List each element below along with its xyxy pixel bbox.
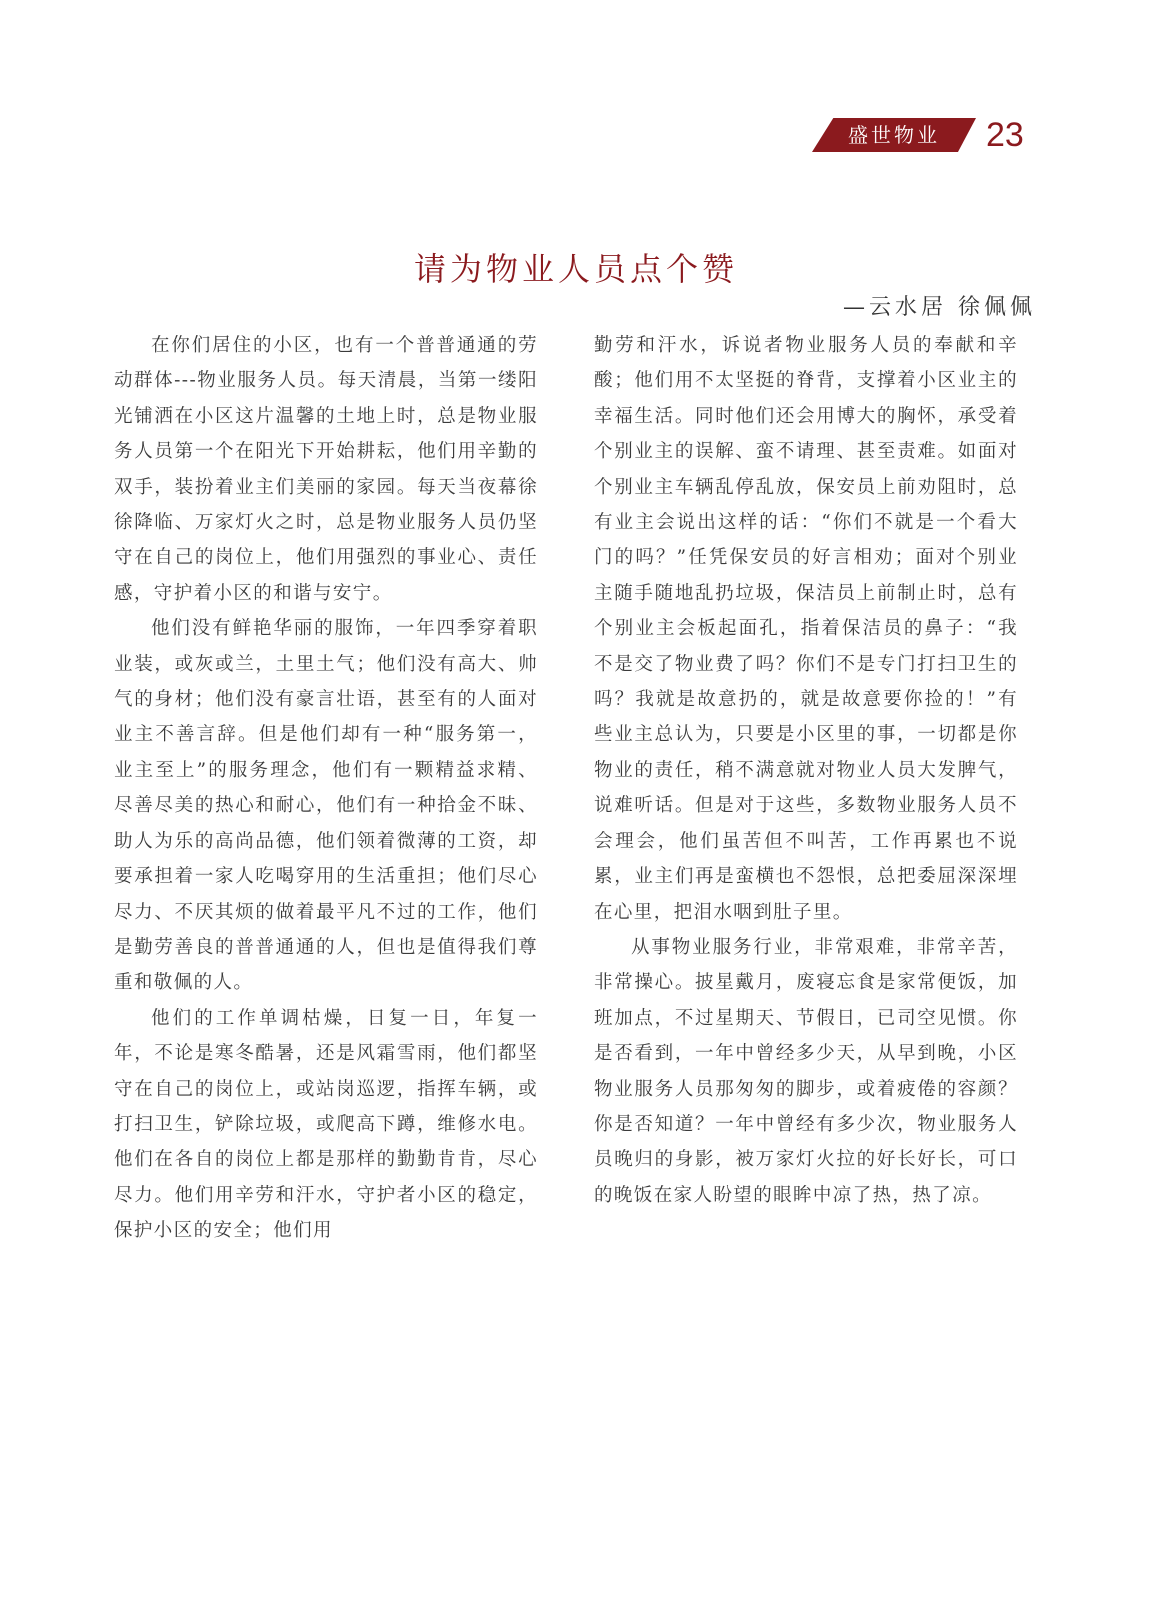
paragraph: 从事物业服务行业，非常艰难，非常辛苦，非常操心。披星戴月，废寝忘食是家常便饭，加班加点，不过星期天、节假日，已司空见惯。你是否看到，一年中曾经多少天，从早到晚，小区物业服务人员那匆匆的脚步，或着疲倦的容颜？你是否知道？一年中曾经有多少次，物业服务人员晚归的身影，被万家灯火拉的好长好长，可口的晚饭在家人盼望的眼眸中凉了热，热了凉。 [594, 936, 1018, 1206]
article-title: 请为物业人员点个赞 [413, 250, 738, 288]
page-header [812, 112, 1052, 158]
paragraph: 他们没有鲜艳华丽的服饰，一年四季穿着职业装，或灰或兰，土里土气；他们没有高大、帅气的身材；他们没有豪言壮语，甚至有的人面对业主不善言辞。但是他们却有一种“服务第一，业主至上”的服务理念，他们有一颗精益求精、尽善尽美的热心和耐心，他们有一种拾金不昧、助人为乐的高尚品德，他们领着微薄的工资，却要承担着一家人吃喝穿用的生活重担；他们尽心尽力、不厌其烦的做着最平凡不过的工作，他们是勤劳善良的普普通通的人，但也是值得我们尊重和敬佩的人。 [114, 618, 538, 994]
article-column-right [594, 328, 1018, 1213]
paragraph: 他们的工作单调枯燥，日复一日，年复一年，不论是寒冬酷暑，还是风霜雪雨，他们都坚守在自己的岗位上，或站岗巡逻，指挥车辆，或打扫卫生，铲除垃圾，或爬高下蹲，维修水电。他们在各自的岗位上都是那样的勤勤肯肯，尽心尽力。他们用辛劳和汗水，守护者小区的稳定，保护小区的安全；他们用 [114, 1007, 538, 1242]
page-number: 23 [986, 116, 1024, 154]
paragraph: 在你们居住的小区，也有一个普普通通的劳动群体---物业服务人员。每天清晨，当第一缕阳光铺洒在小区这片温馨的土地上时，总是物业服务人员第一个在阳光下开始耕耘，他们用辛勤的双手，装扮着业主们美丽的家园。每天当夜幕徐徐降临、万家灯火之时，总是物业服务人员仍坚守在自己的岗位上，他们用强烈的事业心、责任感，守护着小区的和谐与安宁。 [114, 335, 538, 604]
section-label: 盛世物业 [848, 123, 940, 147]
paragraph: 勤劳和汗水，诉说者物业服务人员的奉献和辛酸；他们用不太坚挺的脊背，支撑着小区业主的幸福生活。同时他们还会用博大的胸怀，承受着个别业主的误解、蛮不请理、甚至责难。如面对个别业主车辆乱停乱放，保安员上前劝阻时，总有业主会说出这样的话：“你们不就是一个看大门的吗？”任凭保安员的好言相劝；面对个别业主随手随地乱扔垃圾，保洁员上前制止时，总有个别业主会板起面孔，指着保洁员的鼻子：“我不是交了物业费了吗？你们不是专门打扫卫生的吗？我就是故意扔的，就是故意要你捡的！”有些业主总认为，只要是小区里的事，一切都是你物业的责任，稍不满意就对物业人员大发脾气，说难听话。但是对于这些，多数物业服务人员不会理会，他们虽苦但不叫苦，工作再累也不说累，业主们再是蛮横也不怨恨，总把委屈深深埋在心里，把泪水咽到肚子里。 [594, 335, 1018, 923]
article-column-left [114, 328, 538, 1249]
article-author: —云水居 徐佩佩 [843, 295, 1036, 320]
